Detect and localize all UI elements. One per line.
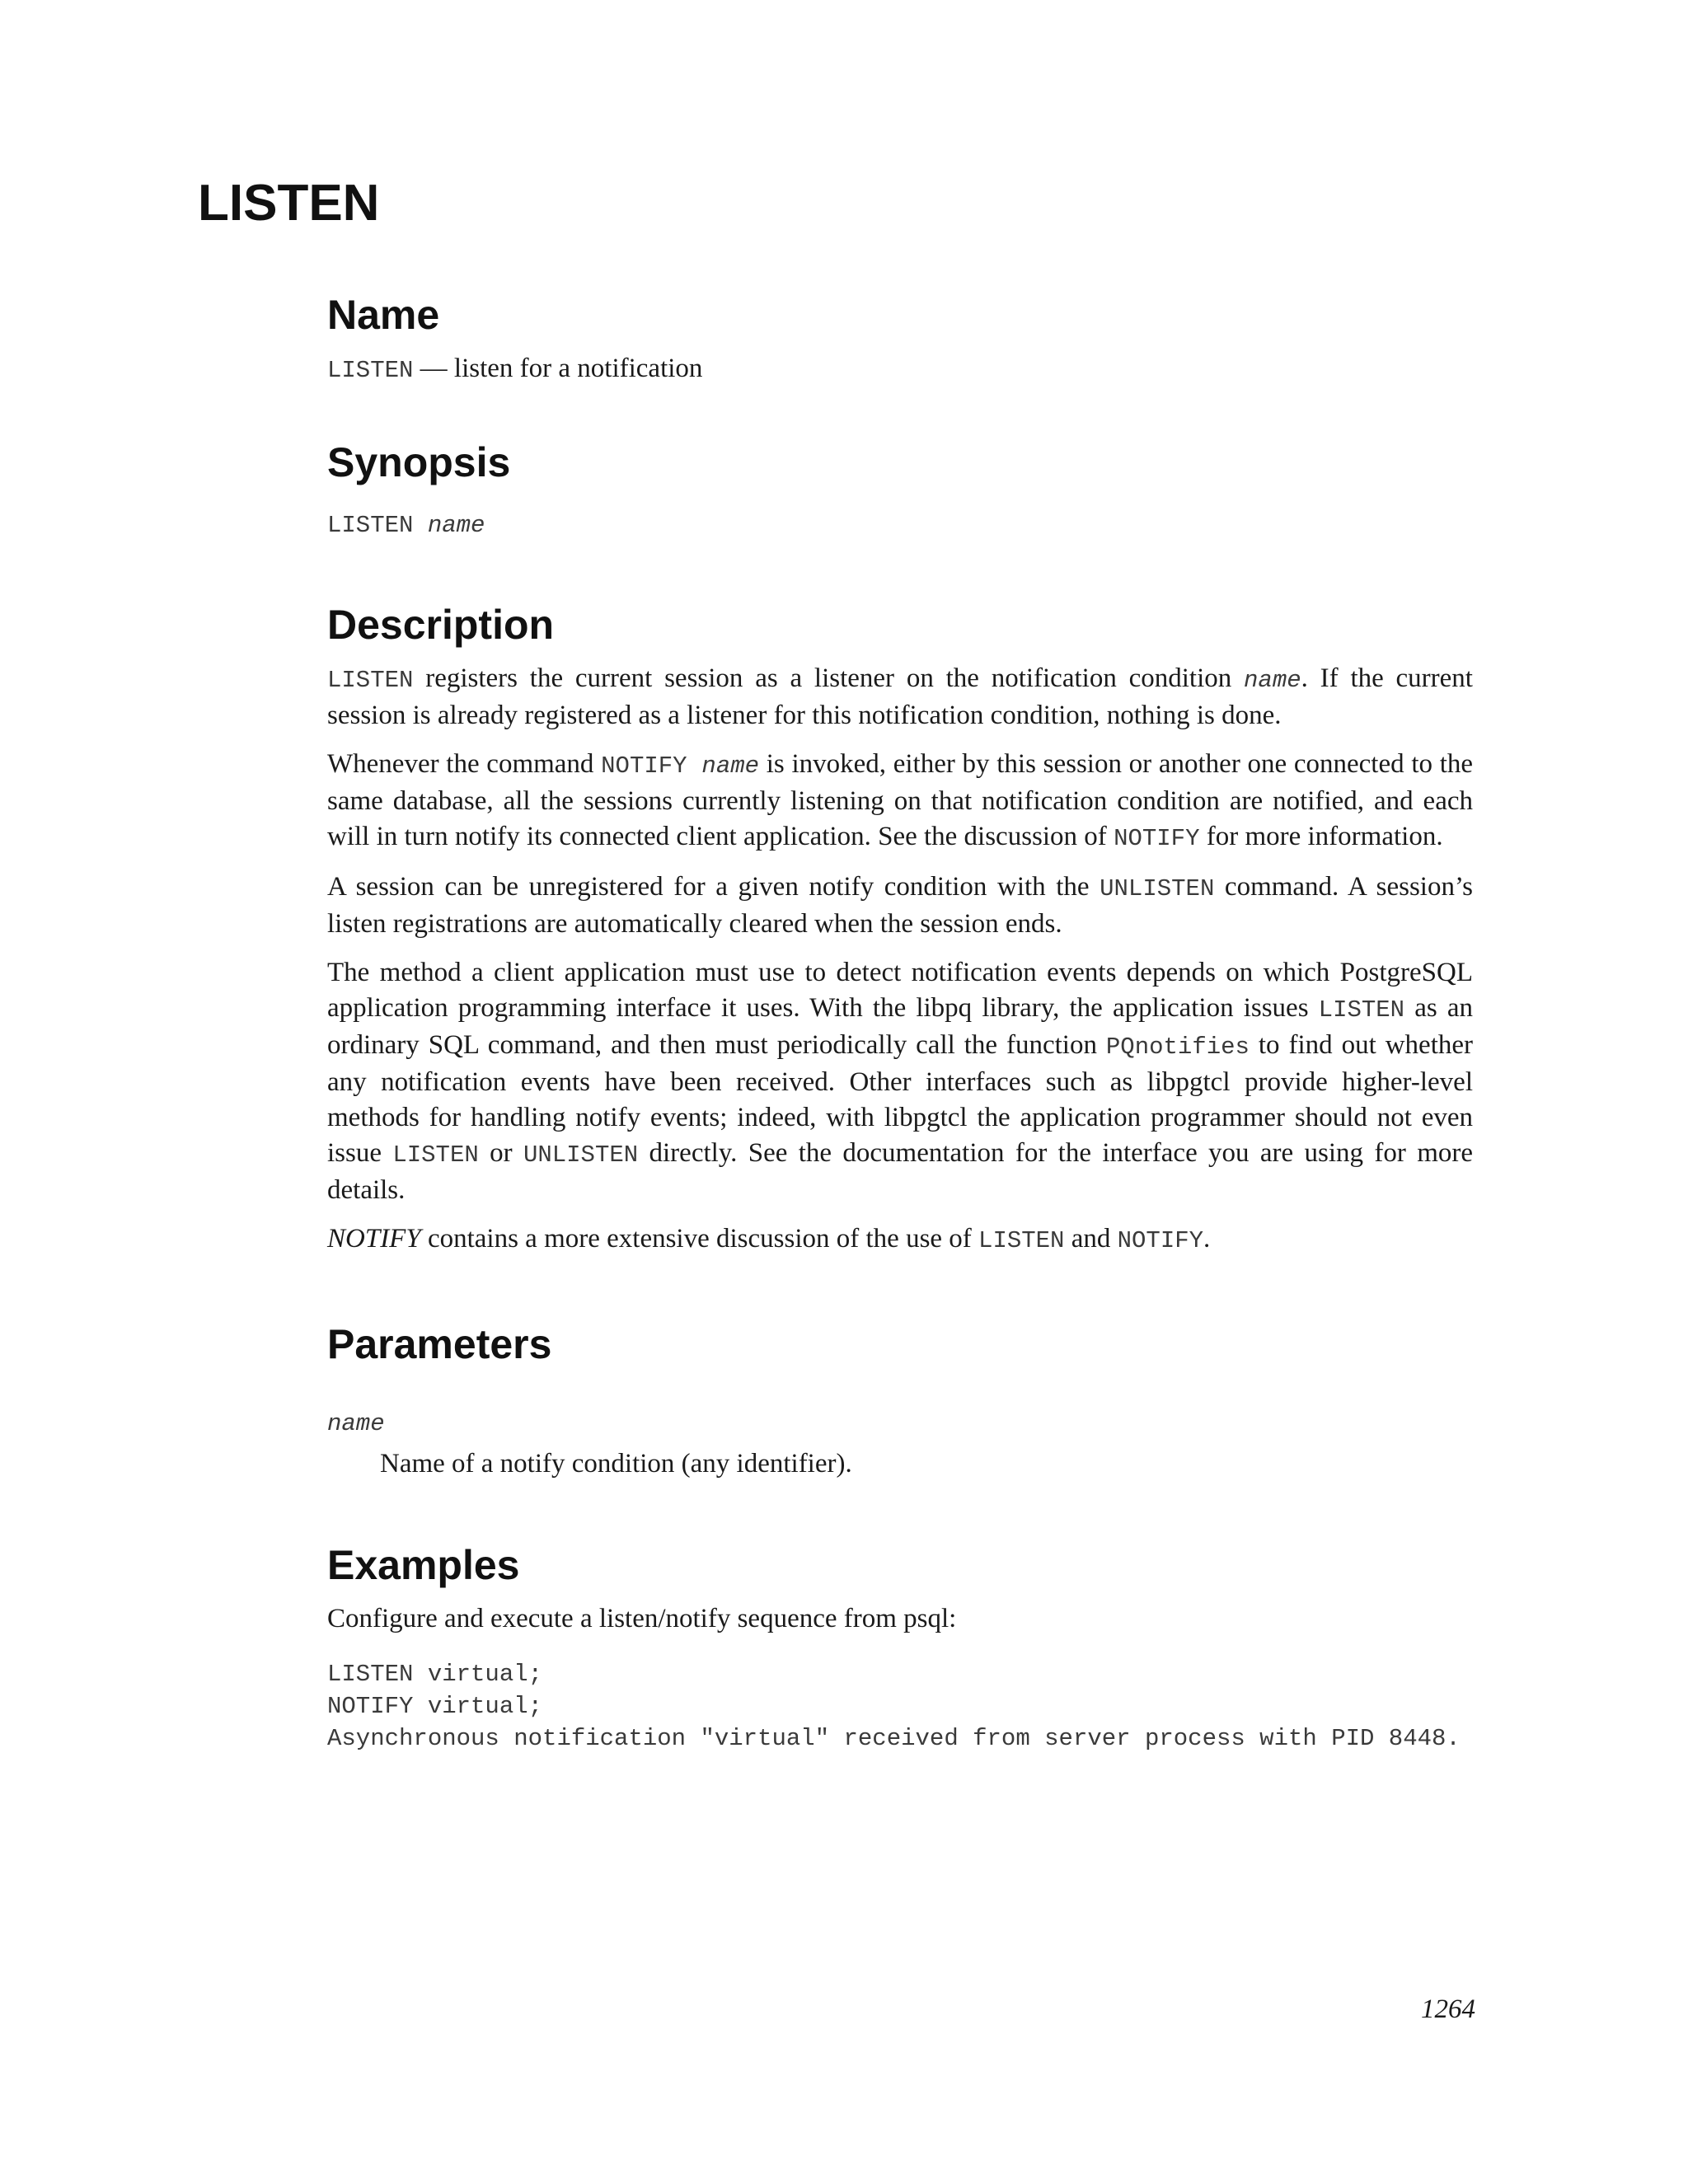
inline-code: NOTIFY	[601, 752, 702, 780]
text-run: is invoked, either by this session or another one connected to the same database, all the sessions currently listening on that notification condition are notified, and each will in turn notify its connected client application. See the discussion of	[327, 749, 1474, 851]
heading-parameters: Parameters	[327, 1321, 552, 1367]
inline-code: PQnotifies	[1105, 1033, 1250, 1061]
name-line	[327, 351, 1473, 388]
text-run: to find out whether any notification events have been received. Other interfaces such as libpgtcl provide higher-level methods for handling notify events; indeed, with libpgtcl the application programmer should not even issue	[327, 1030, 1473, 1168]
inline-code: NOTIFY	[1117, 1227, 1204, 1254]
description-paragraph-3	[327, 869, 1473, 942]
inline-param: name	[701, 752, 760, 780]
text-run: and	[1064, 1224, 1118, 1254]
inline-code: NOTIFY	[1114, 825, 1200, 852]
section-synopsis	[327, 438, 1473, 539]
example-code-block: LISTEN virtual; NOTIFY virtual; Asynchronous notification "virtual" received from server process with PID 8448.	[327, 1661, 1461, 1752]
heading-synopsis: Synopsis	[327, 439, 511, 485]
description-paragraph-1	[327, 661, 1473, 733]
heading-examples: Examples	[327, 1542, 520, 1588]
inline-code: UNLISTEN	[1100, 875, 1215, 902]
parameter-term: name	[327, 1410, 385, 1437]
text-run: contains a more extensive discussion of the use of	[420, 1224, 979, 1254]
section-parameters	[327, 1319, 1473, 1479]
description-paragraph-4	[327, 955, 1473, 1208]
text-run: . If the current session is already registered as a listener for this notification condition, nothing is done.	[327, 663, 1473, 730]
name-cmd: LISTEN	[327, 357, 414, 384]
inline-code: LISTEN	[327, 667, 414, 694]
heading-name: Name	[327, 292, 440, 338]
text-run: for more information.	[1199, 822, 1443, 851]
inline-code: LISTEN	[978, 1227, 1065, 1254]
inline-code: LISTEN	[1318, 996, 1405, 1024]
text-run: command. A session’s listen registrations are automatically cleared when the session ends.	[327, 872, 1473, 939]
notify-reference-link[interactable]: NOTIFY	[327, 1224, 421, 1254]
page-title: LISTEN	[198, 175, 380, 232]
name-text: — listen for a notification	[413, 354, 703, 383]
inline-code: UNLISTEN	[523, 1141, 639, 1169]
text-run: registers the current session as a listener on the notification condition	[413, 663, 1245, 693]
inline-param: name	[1244, 667, 1301, 694]
text-run: A session can be unregistered for a given notify condition with the	[327, 872, 1100, 902]
inline-code: LISTEN	[392, 1141, 479, 1169]
text-run: as an ordinary SQL command, and then must periodically call the function	[327, 993, 1473, 1060]
examples-intro: Configure and execute a listen/notify sequence from psql:	[327, 1604, 957, 1633]
section-description	[327, 600, 1473, 1258]
text-run: Whenever the command	[327, 749, 602, 779]
synopsis-param: name	[427, 512, 485, 539]
content-body	[327, 290, 1473, 1804]
synopsis-line	[327, 512, 1473, 539]
page-number: 1264	[1421, 1994, 1475, 2024]
section-examples	[327, 1540, 1473, 1755]
text-run: .	[1203, 1224, 1211, 1254]
description-paragraph-2	[327, 747, 1473, 856]
synopsis-cmd: LISTEN	[327, 512, 428, 539]
heading-description: Description	[327, 602, 555, 648]
section-name	[327, 290, 1473, 388]
text-run: directly. See the documentation for the interface you are using for more details.	[327, 1138, 1473, 1205]
description-paragraph-5	[327, 1221, 1473, 1258]
text-run: The method a client application must use to detect notification events depends on which PostgreSQL application programming interface it uses. With the libpq library, the application issues	[327, 958, 1473, 1023]
text-run: or	[478, 1138, 523, 1168]
parameter-definition: Name of a notify condition (any identifier).	[380, 1449, 852, 1479]
